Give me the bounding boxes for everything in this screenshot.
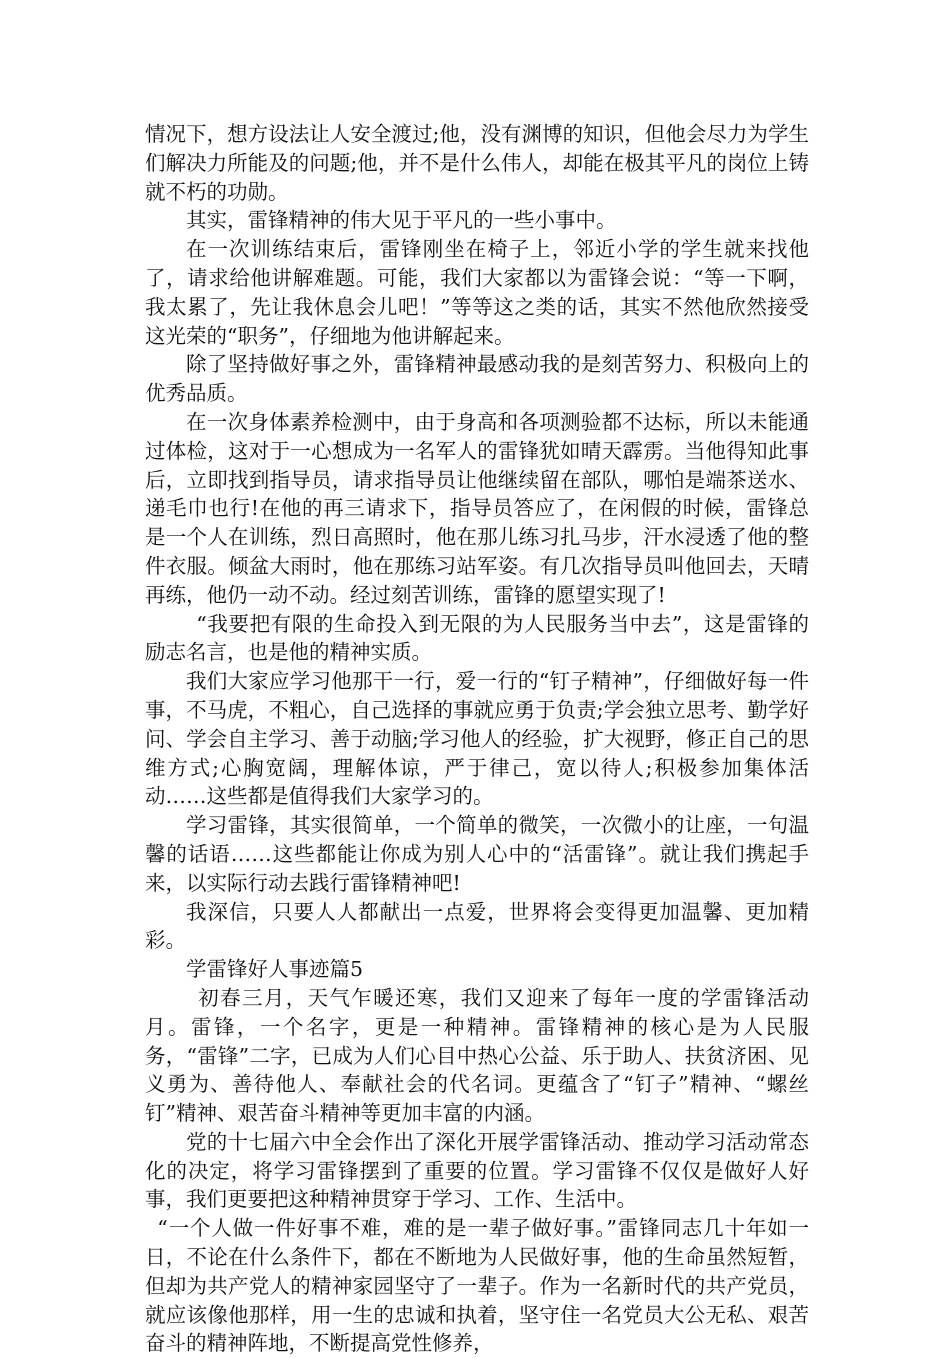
paragraph-8: 学习雷锋，其实很简单，一个简单的微笑，一次微小的让座，一句温馨的话语……这些都能让你成为别人心中的“活雷锋”。就让我们携起手来，以实际行动去践行雷锋精神吧! — [145, 813, 809, 895]
paragraph-9: 我深信，只要人人都献出一点爱，世界将会变得更加温馨、更加精彩。 — [145, 899, 809, 953]
paragraph-1: 情况下，想方设法让人安全渡过;他，没有渊博的知识，但他会尽力为学生们解决力所能及的问题;他，并不是什么伟人，却能在极其平凡的岗位上铸就不朽的功勋。 — [145, 122, 809, 204]
paragraph-12: “一个人做一件好事不难，难的是一辈子做好事。”雷锋同志几十年如一日，不论在什么条件下，都在不断地为人民做好事，他的生命虽然短暂，但却为共产党人的精神家园坚守了一辈子。作为一名新时代的共产党员，就应该像他那样，用一生的忠诚和执着，坚守住一名党员大公无私、艰苦奋斗的精神阵地，不断提高党性修养， — [145, 1216, 809, 1356]
paragraph-2: 其实，雷锋精神的伟大见于平凡的一些小事中。 — [186, 208, 617, 233]
paragraph-10: 初春三月，天气乍暖还寒，我们又迎来了每年一度的学雷锋活动月。雷锋，一个名字，更是一种精神。雷锋精神的核心是为人民服务，“雷锋”二字，已成为人们心目中热心公益、乐于助人、扶贫济困、见义勇为、善待他人、奉献社会的代名词。更蕴含了“钉子”精神、“螺丝钉”精神、艰苦奋斗精神等更加丰富的内涵。 — [145, 985, 809, 1126]
section-heading: 学雷锋好人事迹篇5 — [186, 957, 364, 982]
document-body — [145, 120, 809, 1358]
paragraph-11: 党的十七届六中全会作出了深化开展学雷锋活动、推动学习活动常态化的决定，将学习雷锋摆到了重要的位置。学习雷锋不仅仅是做好人好事，我们更要把这种精神贯穿于学习、工作、生活中。 — [145, 1129, 809, 1212]
paragraph-3: 在一次训练结束后，雷锋刚坐在椅子上，邻近小学的学生就来找他了，请求给他讲解难题。可能，我们大家都以为雷锋会说：“等一下啊，我太累了，先让我休息会儿吧！”等等这之类的话，其实不然他欣然接受这光荣的“职务”，仔细地为他讲解起来。 — [145, 237, 809, 348]
paragraph-4: 除了坚持做好事之外，雷锋精神最感动我的是刻苦努力、积极向上的优秀品质。 — [145, 352, 809, 406]
paragraph-7: 我们大家应学习他那干一行，爱一行的“钉子精神”，仔细做好每一件事，不马虎，不粗心，自己选择的事就应勇于负责;学会独立思考、勤学好问、学会自主学习、善于动脑;学习他人的经验，扩大视野，修正自己的思维方式;心胸宽阔，理解体谅，严于律己，宽以待人;积极参加集体活动……这些都是值得我们大家学习的。 — [145, 669, 809, 809]
paragraph-6: “我要把有限的生命投入到无限的为人民服务当中去”，这是雷锋的励志名言，也是他的精神实质。 — [145, 611, 809, 665]
paragraph-5: 在一次身体素养检测中，由于身高和各项测验都不达标，所以未能通过体检，这对于一心想成为一名军人的雷锋犹如晴天霹雳。当他得知此事后，立即找到指导员，请求指导员让他继续留在部队，哪怕是端茶送水、递毛巾也行!在他的再三请求下，指导员答应了，在闲假的时候，雷锋总是一个人在训练，烈日高照时，他在那儿练习扎马步，汗水浸透了他的整件衣服。倾盆大雨时，他在那练习站军姿。有几次指导员叫他回去，天晴再练，他仍一动不动。经过刻苦训练，雷锋的愿望实现了! — [145, 409, 809, 607]
